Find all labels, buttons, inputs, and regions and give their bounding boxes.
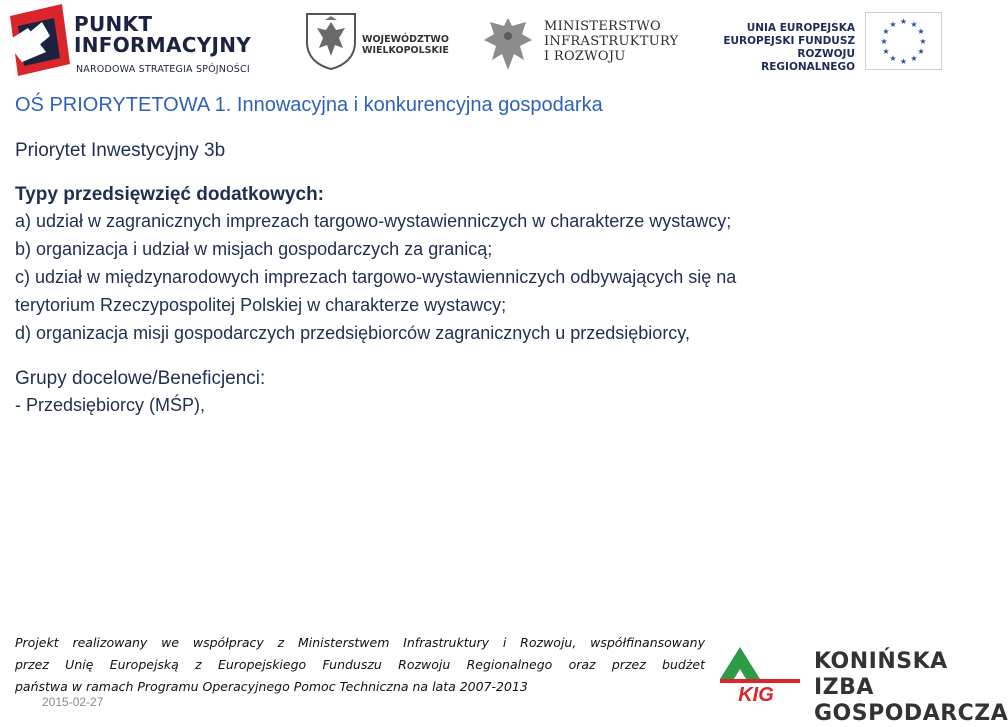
svg-text:★: ★ xyxy=(889,54,897,63)
priority-axis-title: OŚ PRIORYTETOWA 1. Innowacyjna i konkurencyjna gospodarka xyxy=(15,94,603,116)
types-list xyxy=(15,207,945,347)
target-group-item: - Przedsiębiorcy (MŚP), xyxy=(15,395,206,415)
svg-text:★: ★ xyxy=(889,20,897,29)
punkt-subtitle: NARODOWA STRATEGIA SPÓJNOŚCI xyxy=(76,64,250,75)
slide-date: 2015-02-27 xyxy=(42,695,104,709)
svg-text:★: ★ xyxy=(919,37,927,46)
footer-line: przez Unię Europejską z Europejskiego Funduszu Rozwoju Regionalnego oraz przez budżet xyxy=(15,657,705,672)
list-item: c) udział w międzynarodowych imprezach targowo-wystawienniczych odbywających się na xyxy=(15,267,737,287)
svg-text:★: ★ xyxy=(899,57,908,66)
list-item: a) udział w zagranicznych imprezach targowo-wystawienniczych w charakterze wystawcy; xyxy=(15,211,732,231)
wielkopolska-label: WOJEWÓDZTWO WIELKOPOLSKIE xyxy=(362,34,449,56)
footer-line: państwa w ramach Programu Operacyjnego Pomoc Techniczna na lata 2007-2013 xyxy=(15,679,528,694)
punkt-title: PUNKT INFORMACYJNY xyxy=(74,12,252,57)
svg-text:★: ★ xyxy=(880,37,888,46)
list-item: b) organizacja i udział w misjach gospodarczych za granicą; xyxy=(15,239,493,259)
main-content xyxy=(15,90,945,419)
polish-eagle-emblem-icon xyxy=(480,14,536,74)
svg-text:★: ★ xyxy=(882,47,890,56)
header-logos xyxy=(0,0,960,86)
kig-name: KONIŃSKA IZBA GOSPODARCZA xyxy=(814,649,1008,726)
svg-text:KIG: KIG xyxy=(738,684,774,706)
footer-funding-note xyxy=(15,632,705,698)
svg-text:★: ★ xyxy=(882,27,890,36)
investment-priority: Priorytet Inwestycyjny 3b xyxy=(15,140,226,161)
svg-text:★: ★ xyxy=(917,27,925,36)
footer-line: Projekt realizowany we współpracy z Ministerstwem Infrastruktury i Rozwoju, współfinansowany xyxy=(15,635,705,650)
svg-text:★: ★ xyxy=(910,20,918,29)
list-item: d) organizacja misji gospodarczych przedsiębiorców zagranicznych u przedsiębiorcy, xyxy=(15,323,690,343)
kig-emblem-icon xyxy=(716,643,806,705)
svg-text:★: ★ xyxy=(917,47,925,56)
types-heading: Typy przedsięwzięć dodatkowych: xyxy=(15,184,325,205)
kig-logo xyxy=(716,643,1008,726)
svg-text:★: ★ xyxy=(910,54,918,63)
svg-text:★: ★ xyxy=(899,17,908,26)
eu-fund-label: UNIA EUROPEJSKA EUROPEJSKI FUNDUSZ ROZWOJU REGIONALNEGO xyxy=(723,22,855,73)
target-groups-heading: Grupy docelowe/Beneficjenci: xyxy=(15,368,266,389)
wielkopolska-crest-icon xyxy=(305,12,357,70)
ministry-label: MINISTERSTWO INFRASTRUKTURY I ROZWOJU xyxy=(544,19,679,64)
list-item: terytorium Rzeczypospolitej Polskiej w charakterze wystawcy; xyxy=(15,295,507,315)
eu-flag-icon xyxy=(865,12,942,70)
